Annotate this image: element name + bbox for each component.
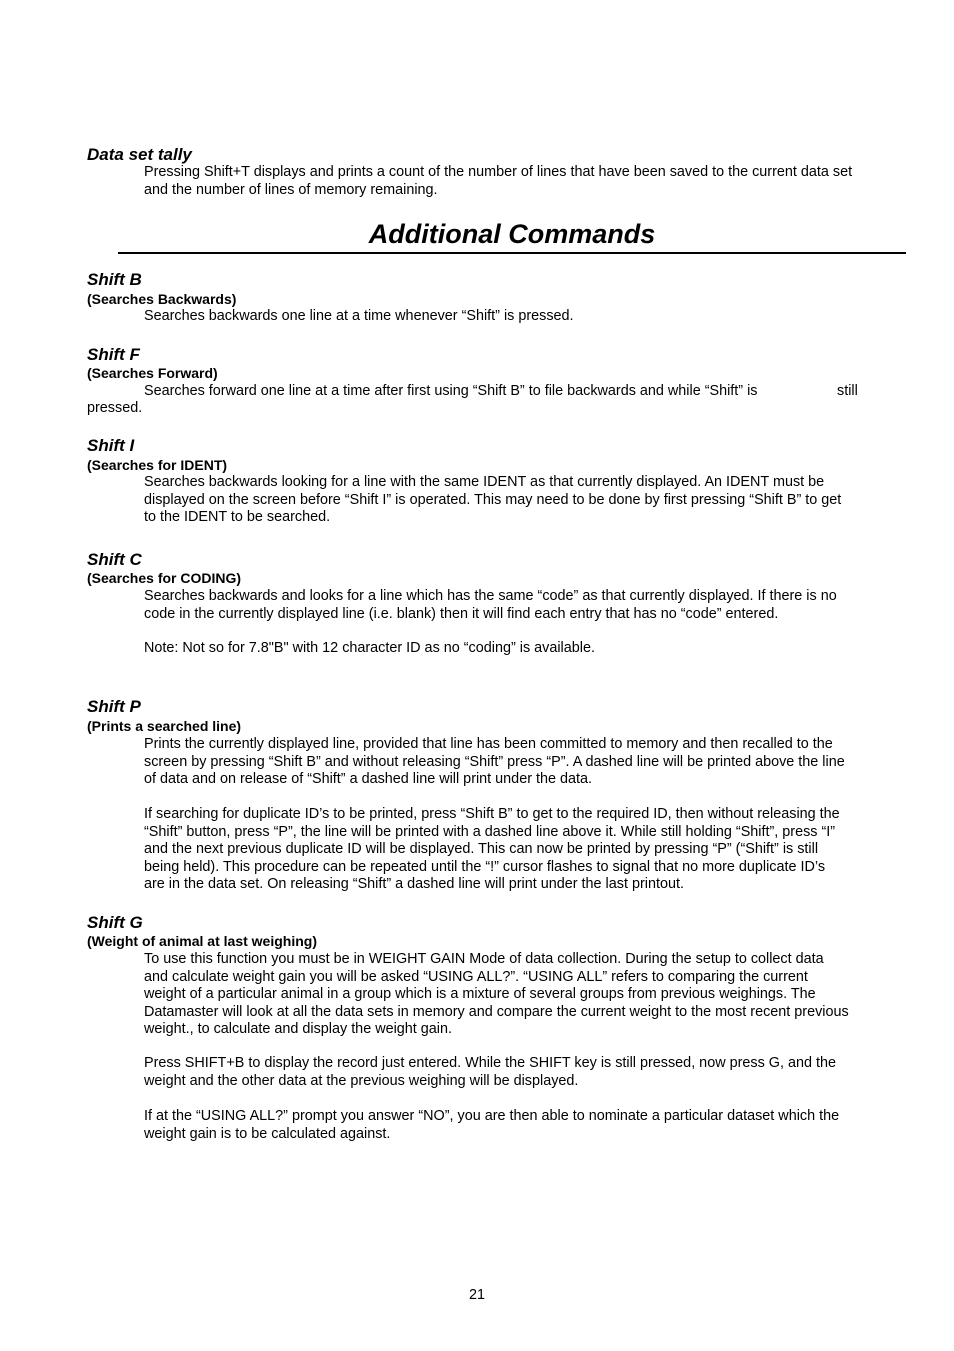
- text-line: Searches backwards and looks for a line which has the same “code” as that currently displayed. If there is no: [144, 588, 837, 604]
- shift-f-subheading: (Searches Forward): [87, 365, 218, 381]
- shift-i-heading: Shift I: [87, 436, 135, 455]
- text-line: Pressing Shift+T displays and prints a count of the number of lines that have been saved to the current data set: [144, 164, 853, 180]
- shift-g-paragraph-2: [144, 1055, 899, 1090]
- text-line: and the next previous duplicate ID will be displayed. This can now be printed by pressing “P” (“Shift” is still: [144, 841, 819, 857]
- shift-c-text: [144, 588, 899, 623]
- text-line: are in the data set. On releasing “Shift” a dashed line will print under the last printout.: [144, 876, 684, 892]
- shift-g-subheading: (Weight of animal at last weighing): [87, 933, 317, 949]
- text-line: If searching for duplicate ID’s to be printed, press “Shift B” to get to the required ID, then without releasing the: [144, 806, 840, 822]
- shift-i-text: [144, 474, 899, 527]
- shift-b-heading: Shift B: [87, 270, 142, 289]
- shift-p-paragraph-1: [144, 736, 899, 789]
- title-underline-divider: [118, 252, 906, 254]
- shift-f-text-tail: still: [837, 383, 858, 399]
- shift-c-note: [144, 640, 899, 658]
- text-line: Searches backwards looking for a line with the same IDENT as that currently displayed. An IDENT must be: [144, 474, 825, 490]
- text-line: and calculate weight gain you will be asked “USING ALL?”. “USING ALL” refers to comparing the current: [144, 968, 808, 985]
- text-line: weight and the other data at the previous weighing will be displayed.: [144, 1072, 579, 1089]
- section-title: Additional Commands: [368, 219, 656, 249]
- shift-c-heading: Shift C: [87, 550, 142, 569]
- data-set-tally-text: [144, 164, 899, 199]
- text-line: “Shift” button, press “P”, the line will be printed with a dashed line above it. While still holding “Shift”, press “I”: [144, 823, 836, 840]
- shift-f-text-line-2: pressed.: [87, 400, 143, 416]
- text-line: to the IDENT to be searched.: [144, 509, 331, 525]
- shift-g-heading: Shift G: [87, 913, 143, 932]
- page-number: 21: [468, 1287, 485, 1303]
- shift-f-heading: Shift F: [87, 345, 140, 364]
- text-line: weight., to calculate and display the weight gain.: [144, 1021, 452, 1037]
- text-line: weight of a particular animal in a group which is a mixture of several groups from previous weighings. The: [144, 986, 816, 1002]
- shift-b-text: [144, 308, 899, 326]
- text-line: Press SHIFT+B to display the record just entered. While the SHIFT key is still pressed, now press G, and the: [144, 1055, 836, 1071]
- shift-g-paragraph-1: [144, 951, 899, 1039]
- text-line: being held). This procedure can be repeated until the “!” cursor flashes to signal that no more duplicate ID’s: [144, 858, 826, 875]
- text-line: To use this function you must be in WEIGHT GAIN Mode of data collection. During the setup to collect data: [144, 951, 824, 967]
- text-line: weight gain is to be calculated against.: [144, 1125, 391, 1142]
- shift-p-subheading: (Prints a searched line): [87, 718, 242, 734]
- shift-p-paragraph-2: [144, 806, 899, 894]
- shift-c-subheading: (Searches for CODING): [87, 570, 242, 586]
- text-line: Datamaster will look at all the data sets in memory and compare the current weight to the most recent previous: [144, 1003, 849, 1020]
- text-line: Searches forward one line at a time after first using “Shift B” to file backwards and while “Shift” is: [144, 383, 758, 399]
- text-line: of data and on release of “Shift” a dashed line will print under the data.: [144, 771, 592, 787]
- text-line: screen by pressing “Shift B” and without releasing “Shift” press “P”. A dashed line will be printed above the line: [144, 753, 845, 770]
- shift-g-paragraph-3: [144, 1108, 899, 1143]
- shift-p-heading: Shift P: [87, 697, 141, 716]
- data-set-tally-heading: Data set tally: [87, 145, 192, 164]
- text-line: Prints the currently displayed line, provided that line has been committed to memory and then recalled to the: [144, 736, 833, 752]
- shift-b-subheading: (Searches Backwards): [87, 291, 237, 307]
- shift-i-subheading: (Searches for IDENT): [87, 457, 228, 473]
- text-line: Searches backwards one line at a time whenever “Shift” is pressed.: [144, 308, 574, 324]
- text-line: code in the currently displayed line (i.e. blank) then it will find each entry that has no “code” entered.: [144, 605, 779, 622]
- text-line: If at the “USING ALL?” prompt you answer “NO”, you are then able to nominate a particular dataset which the: [144, 1108, 840, 1124]
- text-line: Note: Not so for 7.8"B" with 12 character ID as no “coding” is available.: [144, 640, 595, 656]
- text-line: and the number of lines of memory remaining.: [144, 181, 438, 198]
- shift-f-text-line-1: [144, 383, 899, 401]
- text-line: displayed on the screen before “Shift I” is operated. This may need to be done by first pressing “Shift B” to get: [144, 491, 842, 508]
